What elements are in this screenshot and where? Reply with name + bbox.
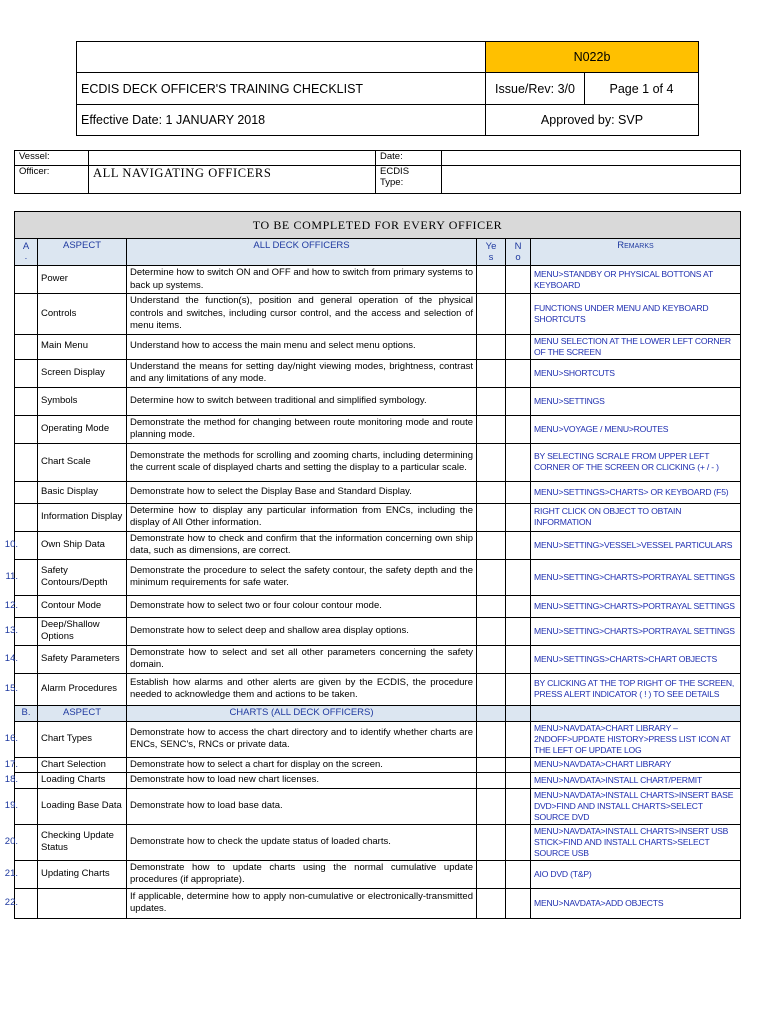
no-checkbox[interactable] (506, 481, 531, 503)
no-checkbox[interactable] (506, 860, 531, 888)
no-checkbox[interactable] (506, 757, 531, 773)
checklist-row (15, 503, 741, 531)
row-number: 21. (15, 860, 38, 888)
yes-checkbox[interactable] (477, 415, 506, 443)
checklist-row (15, 888, 741, 918)
checklist-row (15, 860, 741, 888)
row-number: 19. (15, 788, 38, 824)
row-description: Determine how to switch ON and OFF and how to switch from primary systems to back up systems. (127, 266, 477, 294)
row-remarks: AIO DVD (T&P) (531, 860, 741, 888)
row-aspect: Loading Base Data (38, 788, 127, 824)
yes-checkbox[interactable] (477, 788, 506, 824)
no-checkbox[interactable] (506, 559, 531, 595)
officer-label: Officer: (15, 166, 89, 194)
yes-checkbox[interactable] (477, 334, 506, 359)
no-checkbox[interactable] (506, 443, 531, 481)
section-a-label: A . (15, 239, 38, 266)
row-remarks: MENU>SETTINGS>CHARTS> OR KEYBOARD (F5) (531, 481, 741, 503)
yes-checkbox[interactable] (477, 531, 506, 559)
row-remarks: MENU>SETTINGS (531, 387, 741, 415)
document-title: ECDIS DECK OFFICER'S TRAINING CHECKLIST (77, 73, 486, 105)
yes-checkbox[interactable] (477, 673, 506, 705)
yes-checkbox[interactable] (477, 888, 506, 918)
row-number: 17. (15, 757, 38, 773)
row-remarks: MENU>NAVDATA>CHART LIBRARY – 2NDOFF>UPDATE HISTORY>PRESS LIST ICON AT THE LEFT OF UPDATE LOG (531, 721, 741, 757)
yes-checkbox[interactable] (477, 824, 506, 860)
row-number (15, 359, 38, 387)
yes-checkbox[interactable] (477, 559, 506, 595)
no-checkbox[interactable] (506, 503, 531, 531)
row-remarks: MENU>NAVDATA>CHART LIBRARY (531, 757, 741, 773)
row-aspect: Chart Types (38, 721, 127, 757)
row-remarks: MENU>SETTING>VESSEL>VESSEL PARTICULARS (531, 531, 741, 559)
ecdis-type-label: ECDIS Type: (376, 166, 442, 194)
checklist-row (15, 334, 741, 359)
yes-checkbox[interactable] (477, 266, 506, 294)
row-description: Demonstrate how to select the Display Base and Standard Display. (127, 481, 477, 503)
vessel-field[interactable] (89, 151, 376, 166)
row-aspect: Contour Mode (38, 595, 127, 617)
yes-checkbox[interactable] (477, 481, 506, 503)
checklist-row (15, 481, 741, 503)
document-code: N022b (486, 42, 699, 73)
row-description: Understand the means for setting day/night viewing modes, brightness, contrast and any limitations of any mode. (127, 359, 477, 387)
yes-checkbox[interactable] (477, 721, 506, 757)
yes-header-b (477, 705, 506, 721)
row-aspect: Safety Contours/Depth (38, 559, 127, 595)
row-number (15, 503, 38, 531)
row-remarks: MENU>SETTINGS>CHARTS>CHART OBJECTS (531, 645, 741, 673)
vessel-label: Vessel: (15, 151, 89, 166)
row-remarks: BY CLICKING AT THE TOP RIGHT OF THE SCREEN, PRESS ALERT INDICATOR ( ! ) TO SEE DETAILS (531, 673, 741, 705)
no-checkbox[interactable] (506, 888, 531, 918)
yes-checkbox[interactable] (477, 757, 506, 773)
aspect-header: ASPECT (38, 239, 127, 266)
row-description: Demonstrate how to access the chart directory and to identify whether charts are ENCs, SENC's, RNCs or private data. (127, 721, 477, 757)
row-number (15, 334, 38, 359)
checklist-row (15, 266, 741, 294)
row-description: Demonstrate how to select a chart for display on the screen. (127, 757, 477, 773)
date-label: Date: (376, 151, 442, 166)
row-aspect: Power (38, 266, 127, 294)
row-remarks: MENU>SHORTCUTS (531, 359, 741, 387)
row-number: 15. (15, 673, 38, 705)
yes-checkbox[interactable] (477, 645, 506, 673)
officer-field[interactable]: ALL NAVIGATING OFFICERS (89, 166, 376, 194)
row-description: Demonstrate how to update charts using the normal cumulative update procedures (if appropriate). (127, 860, 477, 888)
row-remarks: MENU>SETTING>CHARTS>PORTRAYAL SETTINGS (531, 617, 741, 645)
row-remarks: MENU>NAVDATA>INSTALL CHART/PERMIT (531, 773, 741, 789)
deck-officers-header: ALL DECK OFFICERS (127, 239, 477, 266)
checklist-row (15, 595, 741, 617)
no-checkbox[interactable] (506, 595, 531, 617)
row-description: Demonstrate how to select deep and shallow area display options. (127, 617, 477, 645)
row-number (15, 387, 38, 415)
no-header-b (506, 705, 531, 721)
row-description: Demonstrate the procedure to select the safety contour, the safety depth and the minimum requirements for safe water. (127, 559, 477, 595)
checklist-row (15, 387, 741, 415)
row-remarks: FUNCTIONS UNDER MENU AND KEYBOARD SHORTCUTS (531, 294, 741, 335)
aspect-header-b: ASPECT (38, 705, 127, 721)
row-number (15, 415, 38, 443)
training-checklist-table (4, 211, 741, 919)
row-number (15, 481, 38, 503)
row-aspect: Deep/Shallow Options (38, 617, 127, 645)
row-aspect: Chart Selection (38, 757, 127, 773)
row-description: Determine how to display any particular information from ENCs, including the display of All Other information. (127, 503, 477, 531)
row-number (15, 443, 38, 481)
row-description: Understand how to access the main menu and select menu options. (127, 334, 477, 359)
row-remarks: MENU>STANDBY OR PHYSICAL BOTTONS AT KEYBOARD (531, 266, 741, 294)
row-remarks: MENU>SETTING>CHARTS>PORTRAYAL SETTINGS (531, 595, 741, 617)
row-remarks: MENU>NAVDATA>INSTALL CHARTS>INSERT USB STICK>FIND AND INSTALL CHARTS>SELECT SOURCE USB (531, 824, 741, 860)
row-description: Understand the function(s), position and general operation of the physical controls and switches, including cursor control, and the access and selection of menu items. (127, 294, 477, 335)
no-checkbox[interactable] (506, 531, 531, 559)
yes-checkbox[interactable] (477, 443, 506, 481)
row-number: 22. (15, 888, 38, 918)
row-number: 10. (15, 531, 38, 559)
yes-checkbox[interactable] (477, 387, 506, 415)
row-number: 20. (15, 824, 38, 860)
row-aspect: Chart Scale (38, 443, 127, 481)
row-number (15, 294, 38, 335)
checklist-row (15, 559, 741, 595)
yes-checkbox[interactable] (477, 595, 506, 617)
row-description: Demonstrate how to load new chart licenses. (127, 773, 477, 789)
no-checkbox[interactable] (506, 387, 531, 415)
no-checkbox[interactable] (506, 788, 531, 824)
no-checkbox[interactable] (506, 824, 531, 860)
row-remarks: MENU>NAVDATA>ADD OBJECTS (531, 888, 741, 918)
row-number: 14. (15, 645, 38, 673)
row-aspect: Checking Update Status (38, 824, 127, 860)
yes-checkbox[interactable] (477, 617, 506, 645)
checklist-row (15, 359, 741, 387)
checklist-row (15, 415, 741, 443)
effective-date: Effective Date: 1 JANUARY 2018 (77, 105, 486, 136)
no-checkbox[interactable] (506, 266, 531, 294)
row-remarks: MENU SELECTION AT THE LOWER LEFT CORNER OF THE SCREEN (531, 334, 741, 359)
checklist-row (15, 824, 741, 860)
row-aspect: Alarm Procedures (38, 673, 127, 705)
no-checkbox[interactable] (506, 334, 531, 359)
row-description: Demonstrate how to check the update status of loaded charts. (127, 824, 477, 860)
vessel-info-table (14, 150, 741, 194)
row-description: If applicable, determine how to apply non-cumulative or electronically-transmitted updates. (127, 888, 477, 918)
remarks-header: Remarks (531, 239, 741, 266)
row-number: 18. (15, 773, 38, 789)
header-blank-cell (77, 42, 486, 73)
checklist-row (15, 531, 741, 559)
yes-checkbox[interactable] (477, 503, 506, 531)
checklist-title: TO BE COMPLETED FOR EVERY OFFICER (15, 212, 741, 239)
row-aspect: Operating Mode (38, 415, 127, 443)
checklist-row (15, 617, 741, 645)
row-aspect: Main Menu (38, 334, 127, 359)
no-header: N o (506, 239, 531, 266)
no-checkbox[interactable] (506, 645, 531, 673)
row-description: Demonstrate the methods for scrolling and zooming charts, including determining the current scale of displayed charts and setting the display to a particular scale. (127, 443, 477, 481)
row-aspect: Own Ship Data (38, 531, 127, 559)
row-aspect: Safety Parameters (38, 645, 127, 673)
row-number (15, 266, 38, 294)
approved-by: Approved by: SVP (486, 105, 699, 136)
row-description: Demonstrate how to check and confirm that the information concerning own ship data, such as dimensions, are correct. (127, 531, 477, 559)
row-description: Demonstrate how to select and set all other parameters concerning the safety domain. (127, 645, 477, 673)
row-description: Establish how alarms and other alerts are given by the ECDIS, the procedure needed to acknowledge them and actions to be taken. (127, 673, 477, 705)
no-checkbox[interactable] (506, 415, 531, 443)
checklist-row (15, 443, 741, 481)
row-number: 16. (15, 721, 38, 757)
row-remarks: BY SELECTING SCRALE FROM UPPER LEFT CORNER OF THE SCREEN OR CLICKING (+ / - ) (531, 443, 741, 481)
row-remarks: MENU>NAVDATA>INSTALL CHARTS>INSERT BASE DVD>FIND AND INSTALL CHARTS>SELECT SOURCE DVD (531, 788, 741, 824)
row-aspect: Updating Charts (38, 860, 127, 888)
no-checkbox[interactable] (506, 773, 531, 789)
remarks-header-b (531, 705, 741, 721)
issue-rev: Issue/Rev: 3/0 (486, 73, 585, 105)
row-aspect: Basic Display (38, 481, 127, 503)
row-aspect: Controls (38, 294, 127, 335)
row-description: Determine how to switch between traditional and simplified symbology. (127, 387, 477, 415)
section-b-label: B. (15, 705, 38, 721)
page-number: Page 1 of 4 (585, 73, 699, 105)
row-aspect (38, 888, 127, 918)
document-header (76, 41, 699, 136)
row-description: Demonstrate how to select two or four colour contour mode. (127, 595, 477, 617)
row-number: 11. (15, 559, 38, 595)
checklist-row (15, 673, 741, 705)
yes-checkbox[interactable] (477, 773, 506, 789)
yes-checkbox[interactable] (477, 294, 506, 335)
row-remarks: MENU>VOYAGE / MENU>ROUTES (531, 415, 741, 443)
row-number: 12. (15, 595, 38, 617)
no-checkbox[interactable] (506, 294, 531, 335)
row-remarks: MENU>SETTING>CHARTS>PORTRAYAL SETTINGS (531, 559, 741, 595)
row-aspect: Information Display (38, 503, 127, 531)
no-checkbox[interactable] (506, 617, 531, 645)
checklist-row (15, 645, 741, 673)
no-checkbox[interactable] (506, 673, 531, 705)
row-description: Demonstrate how to load base data. (127, 788, 477, 824)
date-field[interactable] (442, 151, 741, 166)
row-aspect: Loading Charts (38, 773, 127, 789)
row-remarks: RIGHT CLICK ON OBJECT TO OBTAIN INFORMATION (531, 503, 741, 531)
ecdis-type-field[interactable] (442, 166, 741, 194)
no-checkbox[interactable] (506, 721, 531, 757)
checklist-row (15, 721, 741, 757)
no-checkbox[interactable] (506, 359, 531, 387)
yes-checkbox[interactable] (477, 860, 506, 888)
checklist-row (15, 757, 741, 773)
checklist-row (15, 788, 741, 824)
yes-checkbox[interactable] (477, 359, 506, 387)
row-aspect: Screen Display (38, 359, 127, 387)
row-number: 13. (15, 617, 38, 645)
checklist-row (15, 773, 741, 789)
row-description: Demonstrate the method for changing between route monitoring mode and route planning mode. (127, 415, 477, 443)
row-aspect: Symbols (38, 387, 127, 415)
charts-header: CHARTS (ALL DECK OFFICERS) (127, 705, 477, 721)
checklist-row (15, 294, 741, 335)
yes-header: Ye s (477, 239, 506, 266)
